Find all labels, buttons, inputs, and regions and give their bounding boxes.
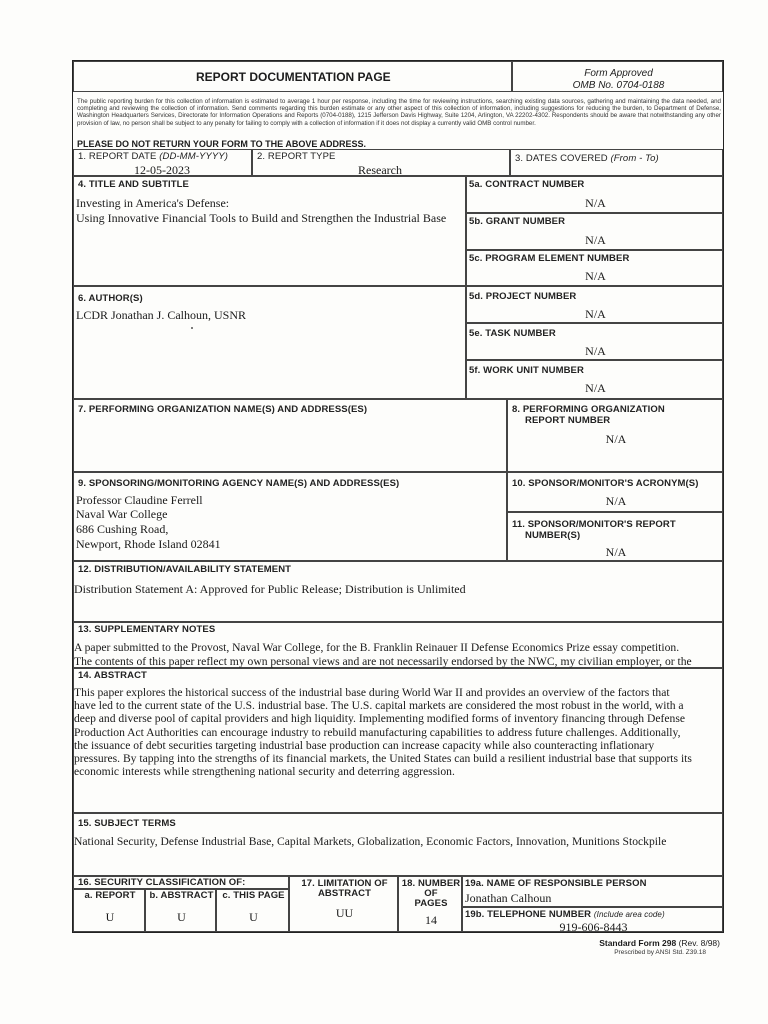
sponsor-report-number-label-2: NUMBER(S) (525, 530, 581, 541)
title-subtitle-label: 4. TITLE AND SUBTITLE (78, 179, 189, 190)
sponsor-report-number-cell (507, 512, 723, 561)
abstract-line: the issuance of debt securities targeting industrial base production can increase capacity while also counteracting inflationary (74, 738, 655, 752)
telephone-label (465, 909, 665, 920)
number-of-pages-cell (398, 876, 462, 932)
limitation-cell (289, 876, 398, 932)
limitation-label-2: ABSTRACT (317, 888, 372, 899)
standard-form-label (599, 938, 720, 948)
authors-label: 6. AUTHOR(S) (78, 293, 143, 304)
form-approved-text: Form Approved (584, 68, 653, 79)
distribution-value: Distribution Statement A: Approved for Public Release; Distribution is Unlimited (74, 582, 466, 596)
grant-number-cell (466, 213, 723, 250)
security-classification-label: 16. SECURITY CLASSIFICATION OF: (78, 877, 246, 888)
report-date-label-text: 1. REPORT DATE (78, 151, 157, 162)
responsible-person-label: 19a. NAME OF RESPONSIBLE PERSON (465, 878, 647, 889)
report-date-cell (73, 149, 252, 176)
abstract-text (74, 686, 722, 778)
abstract-classification-value: U (177, 910, 186, 924)
performing-report-number-cell (507, 399, 723, 472)
sponsor-line-1: Professor Claudine Ferrell (76, 493, 203, 507)
distribution-cell (73, 561, 723, 622)
abstract-line: have led to the current state of the U.S. industrial base. The U.S. capital markets are considered the most robust in the world, with a (74, 699, 684, 713)
abstract-line: pressures. By tapping into the strengths of its financial markets, the United States can build a resilient industrial base that supports its (74, 752, 692, 766)
header-title-cell (73, 61, 512, 92)
sponsoring-agency-cell (73, 472, 507, 561)
return-warning: PLEASE DO NOT RETURN YOUR FORM TO THE ABOVE ADDRESS. (77, 139, 367, 149)
authors-cell (73, 286, 466, 399)
program-element-cell (466, 250, 723, 286)
sponsor-report-number-value: N/A (605, 545, 627, 559)
supplementary-notes-cell (73, 622, 723, 668)
page-title: REPORT DOCUMENTATION PAGE (196, 70, 391, 84)
responsible-person-cell (462, 876, 723, 907)
report-classification-cell (73, 889, 145, 932)
abstract-line: This paper explores the historical success of the industrial base during World War II and provides an overview of the factors that (74, 686, 670, 699)
title-subtitle-cell (73, 176, 466, 286)
number-of-pages-label-2: OF (424, 888, 438, 899)
page-classification-label: c. THIS PAGE (222, 890, 285, 901)
telephone-label-text: 19b. TELEPHONE NUMBER (465, 909, 592, 920)
task-number-label: 5e. TASK NUMBER (469, 328, 556, 339)
report-type-value: Research (358, 163, 402, 177)
report-documentation-form (72, 60, 724, 933)
security-classification-cell (73, 876, 289, 889)
prescribed-label: Prescribed by ANSI Std. Z39.18 (614, 949, 706, 956)
work-unit-cell (466, 360, 723, 399)
report-classification-value: U (105, 910, 115, 924)
performing-org-cell (73, 399, 507, 472)
standard-form-text: Standard Form 298 (599, 938, 677, 948)
report-date-value: 12-05-2023 (134, 163, 190, 177)
task-number-value: N/A (585, 344, 606, 358)
contract-number-value: N/A (585, 196, 606, 210)
responsible-person-value: Jonathan Calhoun (465, 891, 552, 905)
abstract-cell (73, 668, 723, 813)
number-of-pages-label-3: PAGES (414, 898, 448, 909)
omb-number-text: OMB No. 0704-0188 (572, 80, 665, 91)
project-number-value: N/A (585, 307, 606, 321)
limitation-value: UU (335, 906, 354, 920)
abstract-line: deep and diverse pool of capital providers and high liquidity. Implementing modified forms of inventory financing through Defense (74, 712, 685, 726)
performing-report-number-value: N/A (605, 432, 627, 446)
page-classification-cell (216, 889, 289, 932)
sponsor-report-number-label-1: 11. SPONSOR/MONITOR'S REPORT (512, 519, 676, 530)
sponsor-acronym-cell (507, 472, 723, 512)
page-classification-value: U (249, 910, 258, 924)
sponsor-line-3: 686 Cushing Road, (76, 522, 169, 536)
performing-report-number-label-1: 8. PERFORMING ORGANIZATION (512, 404, 665, 415)
program-element-value: N/A (585, 269, 606, 283)
report-type-cell (252, 149, 510, 176)
sponsor-acronym-label: 10. SPONSOR/MONITOR'S ACRONYM(S) (512, 478, 699, 489)
sponsor-line-2: Naval War College (76, 507, 168, 521)
dates-covered-cell (510, 149, 723, 176)
abstract-classification-label: b. ABSTRACT (149, 890, 214, 901)
dates-covered-label-text: 3. DATES COVERED (515, 153, 608, 164)
subject-terms-value: National Security, Defense Industrial Base, Capital Markets, Globalization, Economic Factors, Innovation, Munitions Stockpile (74, 835, 667, 848)
supplementary-line-1: A paper submitted to the Provost, Naval War College, for the B. Franklin Reinauer II Defense Economics Prize essay competition. (74, 641, 680, 654)
project-number-cell (466, 286, 723, 323)
title-line-2: Using Innovative Financial Tools to Build and Strengthen the Industrial Base (76, 211, 447, 225)
work-unit-value: N/A (585, 381, 606, 395)
project-number-label: 5d. PROJECT NUMBER (469, 291, 577, 302)
telephone-cell (462, 907, 723, 932)
work-unit-label: 5f. WORK UNIT NUMBER (469, 365, 584, 376)
dates-covered-hint: (From - To) (610, 153, 659, 164)
abstract-line: Production Act Authorities can encourage industry to rebuild manufacturing capabilities to address future challenges. Additionally, (74, 725, 681, 739)
telephone-value: 919-606-8443 (559, 920, 628, 934)
report-date-label (78, 151, 228, 162)
number-of-pages-value: 14 (425, 913, 437, 927)
contract-number-cell (466, 176, 723, 213)
sponsor-acronym-value: N/A (605, 494, 627, 508)
header-omb-cell (512, 61, 723, 92)
title-line-1: Investing in America's Defense: (76, 196, 230, 210)
abstract-classification-cell (145, 889, 216, 932)
number-of-pages-label-1: 18. NUMBER (401, 878, 461, 889)
stray-dot (191, 327, 193, 329)
revision-text: (Rev. 8/98) (678, 938, 720, 948)
report-date-hint: (DD-MM-YYYY) (159, 151, 228, 162)
subject-terms-label: 15. SUBJECT TERMS (78, 818, 176, 829)
sponsor-line-4: Newport, Rhode Island 02841 (76, 537, 221, 551)
report-type-label: 2. REPORT TYPE (257, 151, 336, 162)
report-classification-label: a. REPORT (84, 890, 136, 901)
supplementary-notes-label: 13. SUPPLEMENTARY NOTES (78, 624, 216, 635)
author-value: LCDR Jonathan J. Calhoun, USNR (76, 308, 247, 322)
performing-report-number-label-2: REPORT NUMBER (525, 415, 611, 426)
abstract-label: 14. ABSTRACT (78, 670, 147, 681)
supplementary-line-2: The contents of this paper reflect my own personal views and are not necessarily endorsed by the NWC, my civilian employer, or the (74, 655, 692, 668)
grant-number-label: 5b. GRANT NUMBER (469, 216, 566, 227)
abstract-line: economic interests while strengthening national security and deterring aggression. (74, 765, 455, 779)
program-element-label: 5c. PROGRAM ELEMENT NUMBER (469, 253, 630, 264)
dates-covered-label (515, 153, 659, 164)
grant-number-value: N/A (585, 233, 606, 247)
telephone-hint: (Include area code) (593, 910, 665, 919)
subject-terms-cell (73, 813, 723, 876)
contract-number-label: 5a. CONTRACT NUMBER (469, 179, 585, 190)
limitation-label-1: 17. LIMITATION OF (301, 878, 388, 889)
task-number-cell (466, 323, 723, 360)
burden-statement: The public reporting burden for this collection of information is estimated to average 1 hour per response, including the time for reviewing instructions, searching existing data sources, gathering and maintaining the data needed, and completing and reviewing the collection of information. Send comments regarding this burden estimate or any other aspect of this collection of information, including suggestions for reducing the burden, to Department of Defense, Washington Headquarters Services, Directorate for Information Operations and Reports (0704-0188), 1215 Jefferson Davis Highway, Suite 1204, Arlington, VA 22202-4302. Respondents should be aware that notwithstanding any other provision of law, no person shall be subject to any penalty for failing to comply with a collection of information if it does not display a currently valid OMB control number. (77, 98, 721, 127)
sponsoring-agency-label: 9. SPONSORING/MONITORING AGENCY NAME(S) AND ADDRESS(ES) (78, 478, 400, 489)
performing-org-label: 7. PERFORMING ORGANIZATION NAME(S) AND ADDRESS(ES) (78, 404, 368, 415)
distribution-label: 12. DISTRIBUTION/AVAILABILITY STATEMENT (78, 564, 292, 575)
